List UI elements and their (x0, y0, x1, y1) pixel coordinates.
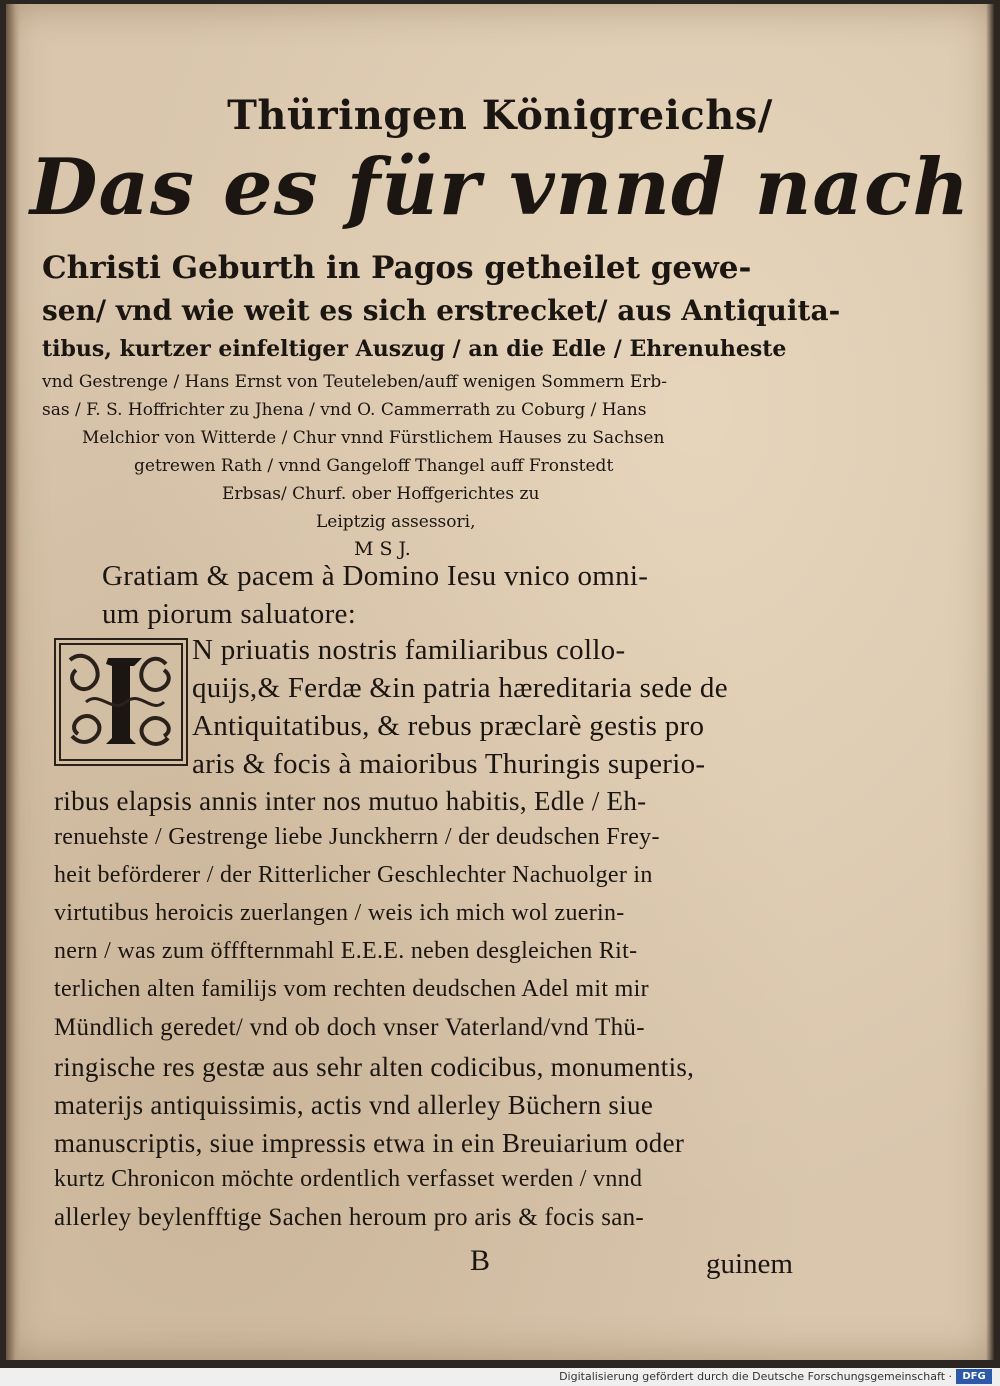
body-line: aris & focis à maioribus Thuringis superio- (192, 748, 706, 780)
body-line: ringische res gestæ aus sehr alten codicibus, monumentis, (54, 1052, 695, 1082)
body-line: materijs antiquissimis, actis vnd allerley Büchern siue (54, 1090, 654, 1120)
body-line: heit beförderer / der Ritterlicher Geschlechter Nachuolger in (54, 862, 653, 888)
title-line-2: Das es für vnnd nach (29, 142, 971, 233)
body-line: Antiquitatibus, & rebus præclarè gestis pro (192, 710, 705, 742)
dfg-logo-icon: DFG (956, 1369, 992, 1384)
body-line: N priuatis nostris familiaribus collo- (192, 634, 626, 666)
ornament-icon (56, 640, 186, 764)
body-line: terlichen alten familijs vom rechten deudschen Adel mit mir (54, 976, 649, 1002)
catchword: guinem (706, 1248, 793, 1280)
dedication-line: tibus, kurtzer einfeltiger Auszug / an die Edle / Ehrenuheste (42, 336, 787, 362)
body-line: Mündlich geredet/ vnd ob doch vnser Vaterland/vnd Thü- (54, 1014, 645, 1041)
body-line: allerley beylenfftige Sachen heroum pro aris & focis san- (54, 1204, 645, 1231)
funding-credit: Digitalisierung gefördert durch die Deutsche Forschungsgemeinschaft · (559, 1370, 952, 1383)
dedication-line: vnd Gestrenge / Hans Ernst von Teuteleben/auff wenigen Sommern Erb- (42, 372, 668, 392)
dedication-line: Christi Geburth in Pagos getheilet gewe- (42, 250, 752, 286)
body-line: manuscriptis, siue impressis etwa in ein Breuiarium oder (54, 1128, 685, 1158)
book-page (6, 4, 994, 1360)
signature-mark: B (470, 1244, 491, 1277)
dedication-line: M S J. (354, 538, 411, 560)
title-line-1: Thüringen Königreichs/ (227, 92, 773, 139)
body-line: nern / was zum öfffternmahl E.E.E. neben desgleichen Rit- (54, 938, 638, 964)
salutation-line: um piorum saluatore: (102, 598, 357, 630)
body-line: virtutibus heroicis zuerlangen / weis ich mich wol zuerin- (54, 900, 625, 926)
decorated-initial-i (54, 638, 188, 766)
body-line: renuehste / Gestrenge liebe Junckherrn / der deudschen Frey- (54, 824, 660, 850)
body-line: quijs,& Ferdæ &in patria hæreditaria sede de (192, 672, 728, 704)
salutation-line: Gratiam & pacem à Domino Iesu vnico omni- (102, 560, 649, 592)
body-line: ribus elapsis annis inter nos mutuo habitis, Edle / Eh- (54, 786, 647, 816)
dedication-line: getrewen Rath / vnnd Gangeloff Thangel auff Fronstedt (134, 456, 614, 476)
dedication-line: sas / F. S. Hoffrichter zu Jhena / vnd O. Cammerrath zu Coburg / Hans (42, 400, 647, 420)
dedication-line: sen/ vnd wie weit es sich erstrecket/ aus Antiquita- (42, 294, 841, 327)
dedication-line: Melchior von Witterde / Chur vnnd Fürstlichem Hauses zu Sachsen (82, 428, 665, 448)
body-line: kurtz Chronicon möchte ordentlich verfasset werden / vnnd (54, 1166, 643, 1192)
dedication-line: Leiptzig assessori, (316, 512, 476, 532)
dedication-line: Erbsas/ Churf. ober Hoffgerichtes zu (222, 484, 540, 504)
